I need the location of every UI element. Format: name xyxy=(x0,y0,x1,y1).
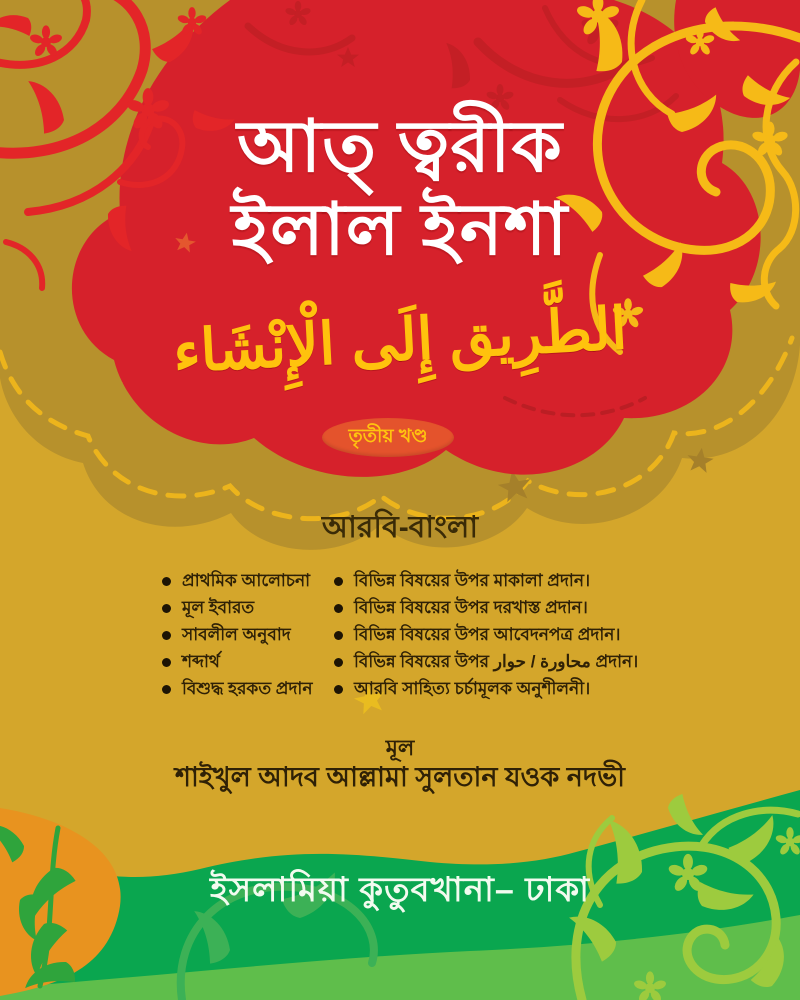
bullet-icon xyxy=(162,685,171,694)
feature-text: শব্দার্থ xyxy=(182,651,220,671)
author-name: শাইখুল আদব আল্লামা সুলতান যওক নদভী xyxy=(175,762,625,792)
feature-text: বিভিন্ন বিষয়ের উপর মাকালা প্রদান। xyxy=(354,570,591,590)
feature-text: বিশুদ্ধ হরকত প্রদান xyxy=(182,678,313,698)
feature-text: বিভিন্ন বিষয়ের উপর দরখাস্ত প্রদান। xyxy=(354,597,588,617)
author-label: মূল xyxy=(385,735,415,760)
bullet-icon xyxy=(334,577,343,586)
list-item xyxy=(334,595,638,622)
bullet-icon xyxy=(334,631,343,640)
bullet-icon xyxy=(162,577,171,586)
list-item xyxy=(162,568,313,595)
list-item xyxy=(162,649,313,676)
list-item xyxy=(334,622,638,649)
feature-text: আরবি সাহিত্য চর্চামূলক অনুশীলনী। xyxy=(354,678,591,698)
publisher-name: ইসলামিয়া কুতুবখানা– ঢাকা xyxy=(210,871,590,909)
title-line-1: আত্ ত্বরীক xyxy=(237,107,563,187)
language-label: আরবি-বাংলা xyxy=(321,511,479,544)
list-item xyxy=(334,676,638,703)
features-column-left xyxy=(162,568,313,703)
feature-text: বিভিন্ন বিষয়ের উপর محاورة / حوار প্রদান। xyxy=(354,651,639,671)
bullet-icon xyxy=(162,604,171,613)
feature-text: প্রাথমিক আলোচনা xyxy=(182,570,311,590)
feature-text: বিভিন্ন বিষয়ের উপর আবেদনপত্র প্রদান। xyxy=(354,624,621,644)
bullet-icon xyxy=(162,658,171,667)
bullet-icon xyxy=(334,604,343,613)
bullet-icon xyxy=(334,658,343,667)
feature-text: সাবলীল অনুবাদ xyxy=(182,624,291,644)
volume-badge xyxy=(322,418,454,457)
volume-badge-label: তৃতীয় খণ্ড xyxy=(348,425,428,447)
list-item xyxy=(334,568,638,595)
bullet-icon xyxy=(162,631,171,640)
list-item xyxy=(334,649,638,676)
list-item xyxy=(162,622,313,649)
features-column-right xyxy=(334,568,638,703)
bullet-icon xyxy=(334,685,343,694)
list-item xyxy=(162,676,313,703)
book-title-bengali xyxy=(0,106,800,272)
book-title-arabic: الطَّرِيق إِلَى الْإِنْشَاء xyxy=(171,296,629,385)
feature-text: মূল ইবারত xyxy=(182,597,255,617)
features-list-left xyxy=(162,568,313,703)
features-list-right xyxy=(334,568,638,703)
title-line-2: ইলাল ইনশা xyxy=(231,189,569,270)
list-item xyxy=(162,595,313,622)
